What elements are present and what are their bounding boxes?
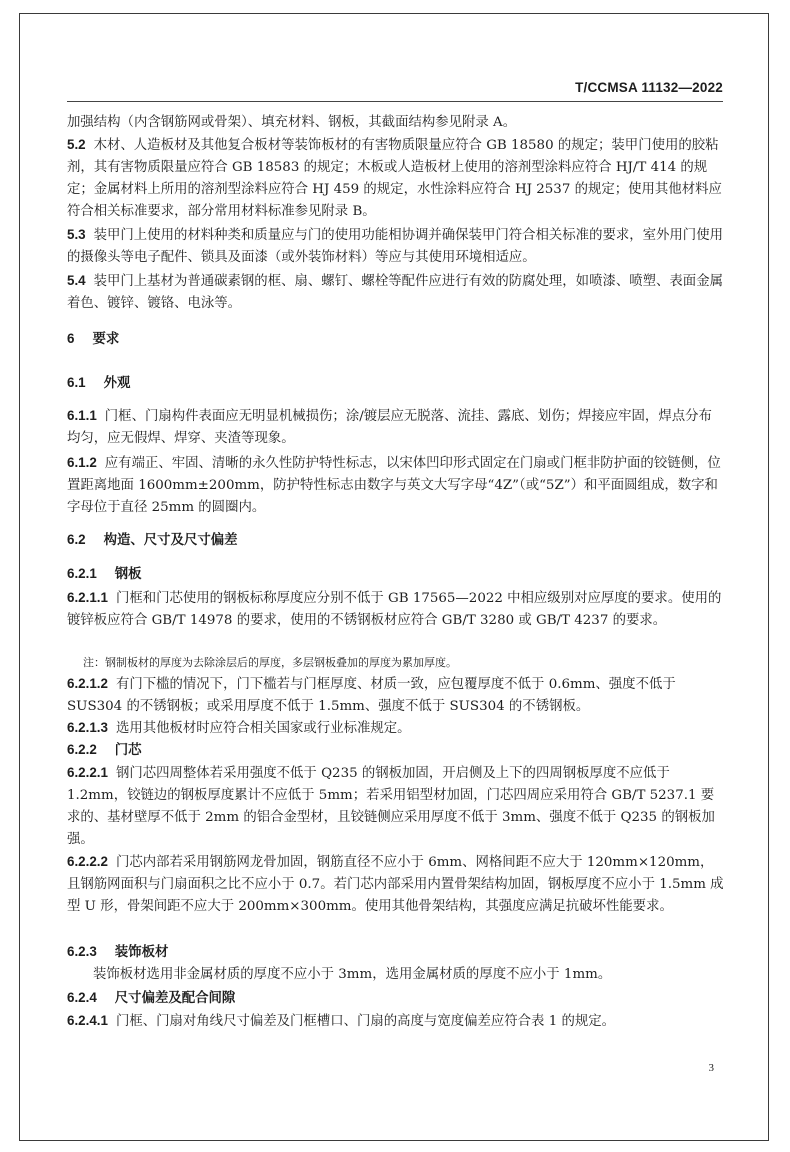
- clause-6-1-2: [67, 452, 724, 519]
- heading-number: 6.2.4: [67, 990, 97, 1005]
- clause-number: 6.2.4.1: [67, 1013, 108, 1028]
- heading-number: 6.2.3: [67, 944, 97, 959]
- heading-title: 钢板: [114, 566, 142, 581]
- clause-6-2-1-1: [67, 587, 724, 632]
- heading-6-2: [67, 529, 724, 551]
- paragraph-text: 加强结构（内含钢筋网或骨架）、填充材料、钢板，其截面结构参见附录 A。: [67, 115, 517, 130]
- clause-text: 门芯内部若采用钢筋网龙骨加固，钢筋直径不应小于 6mm、网格间距不应大于 120mm×120mm，且钢筋网面积与门扇面积之比不应小于 0.7。若门芯内部采用内置骨架结构加固，钢板厚度不应小于 1.5mm 成型 U 形，骨架间距不应大于 200mm×300mm。使用其他骨架结构，其强度应满足抗破坏性能要求。: [67, 855, 724, 914]
- clause-text: 应有端正、牢固、清晰的永久性防护特性标志，以宋体凹印形式固定在门扇或门框非防护面的铰链侧，位置距离地面 1600mm±200mm，防护特性标志由数字与英文大写字母“4Z”（或“5Z”）和平面圆组成，数字和字母位于直径 25mm 的圆圈内。: [67, 456, 721, 515]
- clause-6-2-2-1: [67, 762, 724, 851]
- heading-number: 6.2.2: [67, 742, 97, 757]
- clause-5-3: [67, 224, 724, 269]
- clause-text: 钢门芯四周整体若采用强度不低于 Q235 的钢板加固，开启侧及上下的四周钢板厚度不应低于 1.2mm，铰链边的钢板厚度累计不应低于 5mm；若采用铝型材加固，门芯四周应采用符合 GB/T 5237.1 要求的、基材壁厚不低于 2mm 的铝合金型材，且铰链侧应采用厚度不低于 3mm、强度不低于 Q235 的钢板加强。: [67, 766, 715, 847]
- clause-5-2: [67, 134, 724, 223]
- paragraph-continuation: [67, 112, 724, 134]
- clause-text: 门框和门芯使用的钢板标称厚度应分别不低于 GB 17565—2022 中相应级别对应厚度的要求。使用的镀锌板应符合 GB/T 14978 的要求，使用的不锈钢板材应符合 GB/T 3280 或 GB/T 4237 的要求。: [67, 591, 722, 628]
- clause-number: 6.1.1: [67, 408, 97, 423]
- note-text: 注：钢制板材的厚度为去除涂层后的厚度，多层钢板叠加的厚度为累加厚度。: [83, 656, 457, 669]
- heading-6-2-2: [67, 739, 724, 761]
- clause-text: 门框、门扇对角线尺寸偏差及门框槽口、门扇的高度与宽度偏差应符合表 1 的规定。: [115, 1014, 616, 1029]
- clause-6-1-1: [67, 405, 724, 450]
- page-number: 3: [708, 1062, 714, 1074]
- clause-number: 6.2.2.2: [67, 854, 108, 869]
- clause-6-2-1-3: [67, 717, 724, 740]
- clause-text: 装甲门上基材为普通碳素钢的框、扇、螺钉、螺栓等配件应进行有效的防腐处理，如喷漆、喷塑、表面金属着色、镀锌、镀铬、电泳等。: [67, 274, 723, 311]
- clause-number: 6.2.1.3: [67, 720, 108, 735]
- clause-number: 6.2.1.2: [67, 676, 108, 691]
- heading-title: 尺寸偏差及配合间隙: [114, 990, 236, 1005]
- heading-title: 装饰板材: [114, 944, 169, 959]
- heading-number: 6.2: [67, 532, 86, 547]
- clause-number: 5.4: [67, 273, 86, 288]
- clause-5-4: [67, 270, 724, 315]
- clause-number: 5.3: [67, 227, 86, 242]
- heading-6-2-3: [67, 941, 724, 963]
- heading-title: 外观: [103, 375, 131, 390]
- clause-number: 6.1.2: [67, 455, 97, 470]
- paragraph-text: 装饰板材选用非金属材质的厚度不应小于 3mm，选用金属材质的厚度不应小于 1mm。: [93, 967, 612, 982]
- document-id: T/CCMSA 11132—2022: [575, 80, 723, 95]
- heading-number: 6: [67, 331, 75, 346]
- clause-text: 有门下槛的情况下，门下槛若与门框厚度、材质一致，应包覆厚度不低于 0.6mm、强度不低于 SUS304 的不锈钢板；或采用厚度不低于 1.5mm、强度不低于 SUS304 的不锈钢板。: [67, 677, 676, 714]
- clause-text: 装甲门上使用的材料种类和质量应与门的使用功能相协调并确保装甲门符合相关标准的要求，室外用门使用的摄像头等电子配件、锁具及面漆（或外装饰材料）等应与其使用环境相适应。: [67, 228, 723, 265]
- clause-6-2-1-2: [67, 673, 724, 718]
- clause-number: 6.2.2.1: [67, 765, 108, 780]
- heading-6-1: [67, 372, 724, 394]
- heading-number: 6.2.1: [67, 566, 97, 581]
- header-rule: [67, 101, 723, 102]
- clause-number: 5.2: [67, 137, 86, 152]
- heading-6: [67, 328, 724, 350]
- heading-title: 要求: [92, 331, 120, 346]
- heading-6-2-1: [67, 563, 724, 585]
- clause-text: 木材、人造板材及其他复合板材等装饰板材的有害物质限量应符合 GB 18580 的规定；装甲门使用的胶粘剂，其有害物质限量应符合 GB 18583 的规定；木板或人造板材上使用的溶剂型涂料应符合 HJ/T 414 的规定；金属材料上所用的溶剂型涂料应符合 HJ 459 的规定，水性涂料应符合 HJ 2537 的规定；使用其他材料应符合相关标准要求，部分常用材料标准参见附录 B。: [67, 138, 722, 219]
- clause-6-2-2-2: [67, 851, 724, 918]
- clause-text: 门框、门扇构件表面应无明显机械损伤；涂/镀层应无脱落、流挂、露底、划伤；焊接应牢固，焊点分布均匀，应无假焊、焊穿、夹渣等现象。: [67, 409, 712, 446]
- clause-text: 选用其他板材时应符合相关国家或行业标准规定。: [115, 721, 411, 736]
- heading-number: 6.1: [67, 375, 86, 390]
- heading-title: 构造、尺寸及尺寸偏差: [103, 532, 238, 547]
- note: [67, 654, 740, 672]
- clause-6-2-4-1: [67, 1010, 724, 1033]
- heading-6-2-4: [67, 987, 724, 1009]
- paragraph-6-2-3: [67, 964, 724, 986]
- clause-number: 6.2.1.1: [67, 590, 108, 605]
- heading-title: 门芯: [114, 742, 142, 757]
